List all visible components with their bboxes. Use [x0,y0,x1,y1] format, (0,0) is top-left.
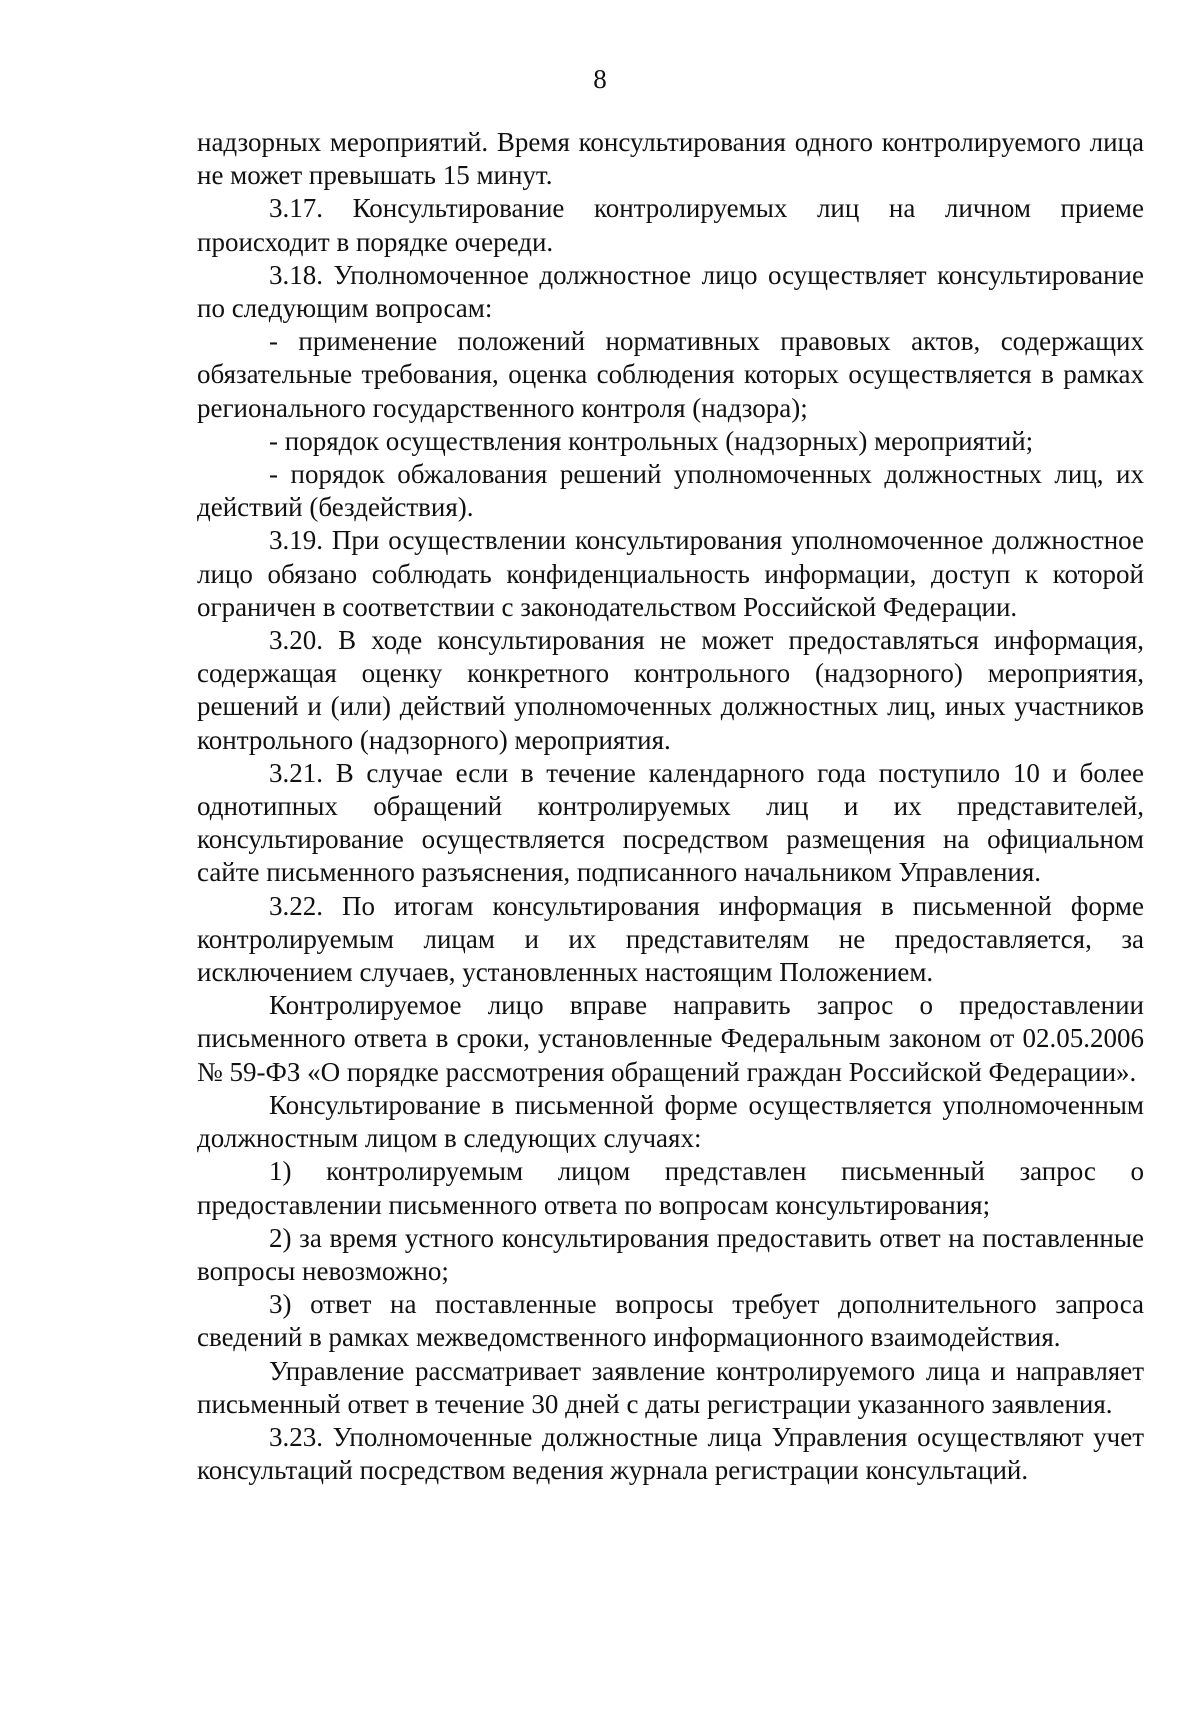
document-body [197,126,1144,1487]
list-item-appeal: - порядок обжалования решений уполномоченных должностных лиц, их действий (бездействия). [197,459,1144,523]
list-item-procedure: - порядок осуществления контрольных (надзорных) мероприятий; [269,425,1034,456]
list-item-case-1: 1) контролируемым лицом представлен письменный запрос о предоставлении письменного ответа по вопросам консультирования; [197,1156,1144,1220]
paragraph-3-21: 3.21. В случае если в течение календарного года поступило 10 и более однотипных обращений контролируемых лиц и их представителей, консультирование осуществляется посредством размещения на официальном сайте письменного разъяснения, подписанного начальником Управления. [197,757,1144,888]
paragraph-review: Управление рассматривает заявление контролируемого лица и направляет письменный ответ в течение 30 дней с даты регистрации указанного заявления. [197,1355,1144,1419]
paragraph-request: Контролируемое лицо вправе направить запрос о предоставлении письменного ответа в сроки, установленные Федеральным законом от 02.05.2006 № 59-ФЗ «О порядке рассмотрения обращений граждан Российской Федерации». [197,990,1144,1087]
page-number: 8 [593,64,607,94]
list-item-legal-acts: - применение положений нормативных правовых актов, содержащих обязательные требования, оценка соблюдения которых осуществляется в рамках регионального государственного контроля (надзора); [197,326,1144,423]
paragraph-continuation: надзорных мероприятий. Время консультирования одного контролируемого лица не может превышать 15 минут. [197,127,1144,191]
list-item-case-3: 3) ответ на поставленные вопросы требует дополнительного запроса сведений в рамках межведомственного информационного взаимодействия. [197,1289,1144,1353]
paragraph-3-22: 3.22. По итогам консультирования информация в письменной форме контролируемым лицам и их представителям не предоставляется, за исключением случаев, установленных настоящим Положением. [197,890,1144,988]
paragraph-3-20: 3.20. В ходе консультирования не может предоставляться информация, содержащая оценку конкретного контрольного (надзорного) мероприятия, решений и (или) действий уполномоченных должностных лиц, иных участников контрольного (надзорного) мероприятия. [197,625,1144,755]
paragraph-3-23: 3.23. Уполномоченные должностные лица Управления осуществляют учет консультаций посредством ведения журнала регистрации консультаций. [197,1421,1144,1486]
paragraph-3-18: 3.18. Уполномоченное должностное лицо осуществляет консультирование по следующим вопросам: [197,259,1144,324]
paragraph-written-cases: Консультирование в письменной форме осуществляется уполномоченным должностным лицом в следующих случаях: [197,1089,1144,1154]
paragraph-3-19: 3.19. При осуществлении консультирования уполномоченное должностное лицо обязано соблюдать конфиденциальность информации, доступ к которой ограничен в соответствии с законодательством Российской Федерации. [197,525,1144,622]
list-item-case-2: 2) за время устного консультирования предоставить ответ на поставленные вопросы невозможно; [197,1222,1144,1286]
paragraph-3-17: 3.17. Консультирование контролируемых лиц на личном приеме происходит в порядке очереди. [197,193,1144,257]
